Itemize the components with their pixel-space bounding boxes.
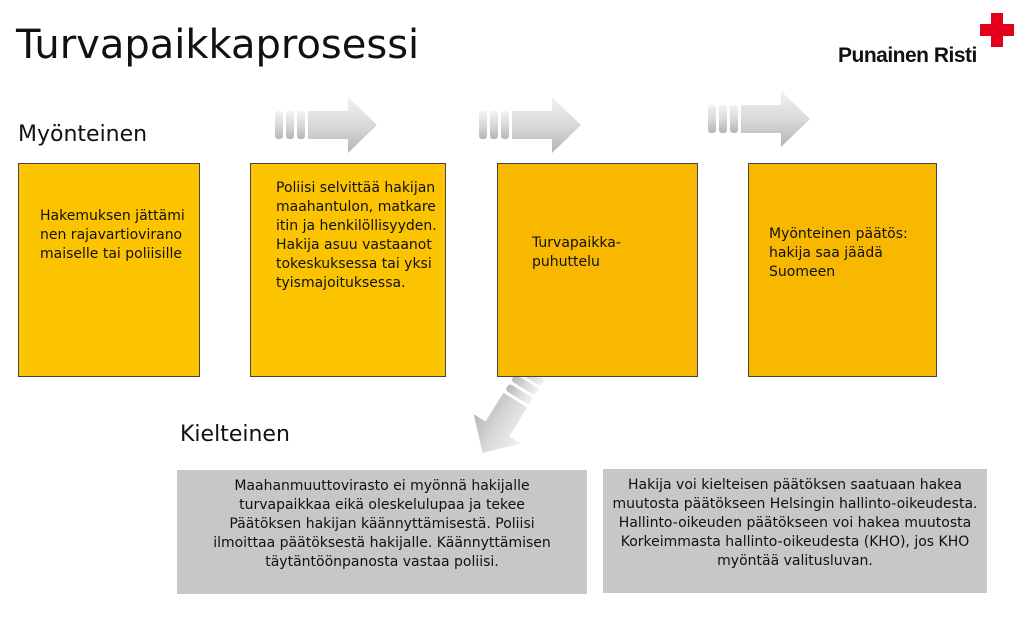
step-box-2 <box>250 163 446 377</box>
step-box-1 <box>18 163 200 377</box>
step-text-1: Hakemuksen jättäminen rajavartioviranomaiselle tai poliisille <box>40 208 185 262</box>
step-box-3 <box>497 163 698 377</box>
negative-text-2: Hakija voi kielteisen päätöksen saatuaan hakea muutosta päätökseen Helsingin hallinto-oikeudesta. Hallinto-oikeuden päätökseen voi hakea muutosta Korkeimmasta hallinto-oikeudesta (KHO), jos KHO myöntää valitusluvan. <box>612 477 978 569</box>
right-arrow-icon <box>272 94 380 156</box>
page-title: Turvapaikkaprosessi <box>16 22 420 68</box>
logo <box>838 10 1018 70</box>
red-cross-icon <box>980 13 1014 47</box>
right-arrow-icon <box>705 88 813 150</box>
step-box-4 <box>748 163 937 377</box>
negative-box-1 <box>177 470 587 594</box>
step-text-3: Turvapaikka-puhuttelu <box>532 235 621 270</box>
section-label-positive: Myönteinen <box>18 122 148 147</box>
section-label-negative: Kielteinen <box>180 422 290 447</box>
right-arrow-icon <box>476 94 584 156</box>
step-text-4: Myönteinen päätös: hakija saa jäädä Suomeen <box>769 226 908 280</box>
logo-text: Punainen Risti <box>838 44 977 67</box>
step-text-2: Poliisi selvittää hakijan maahantulon, matkareitin ja henkilöllisyyden. Hakija asuu vastaanottokeskuksessa tai yksityismajoituksessa. <box>276 180 437 291</box>
negative-text-1: Maahanmuuttovirasto ei myönnä hakijalle turvapaikkaa eikä oleskelulupaa ja tekee Päätöksen hakijan käännyttämisestä. Poliisi ilmoittaa päätöksestä hakijalle. Käännyttämisen täytäntöönpanosta vastaa poliisi. <box>213 478 551 570</box>
down-arrow-icon <box>460 362 550 462</box>
negative-box-2 <box>603 469 987 593</box>
